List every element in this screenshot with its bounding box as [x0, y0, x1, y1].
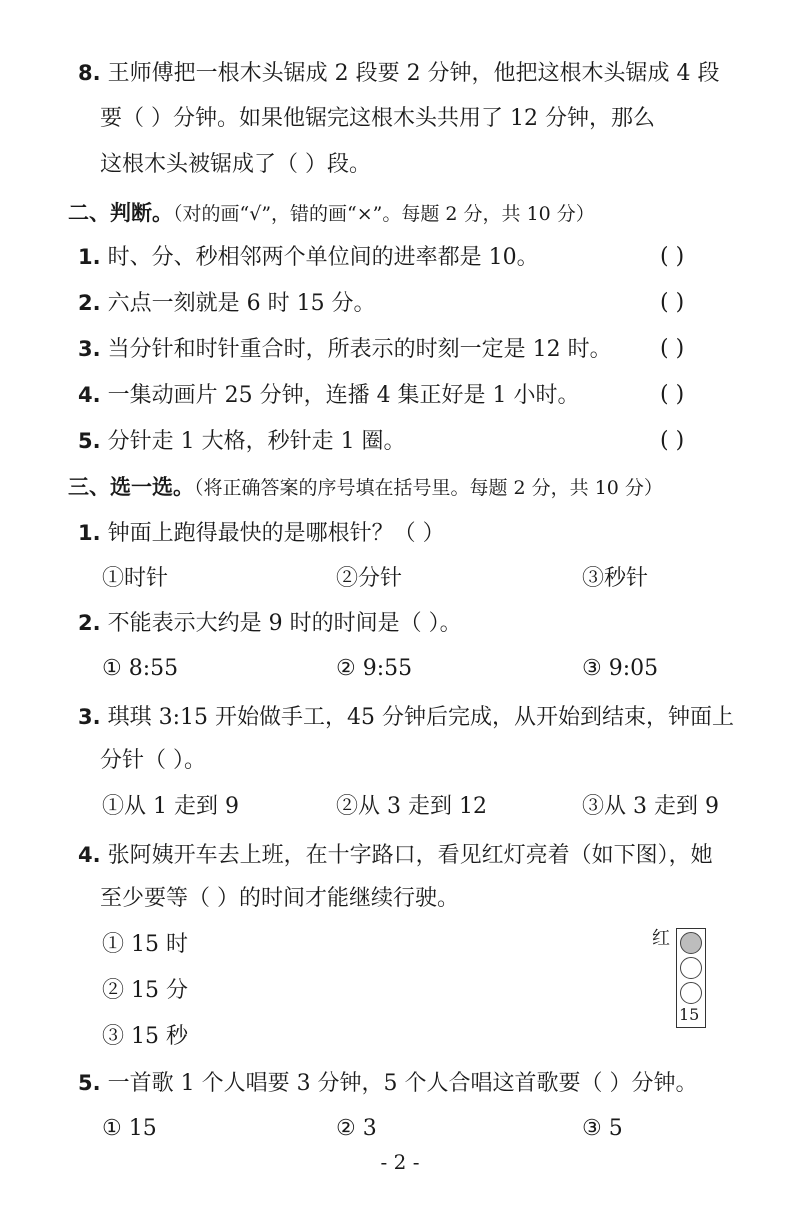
choice-q3-text-line1: 琪琪 3:15 开始做手工，45 分钟后完成，从开始到结束，钟面上: [107, 705, 734, 730]
section3-header: [68, 472, 663, 503]
judge-item-text: 一集动画片 25 分钟，连播 4 集正好是 1 小时。: [107, 383, 580, 408]
choice-q2-option-1: ① 8:55: [102, 656, 179, 681]
judge-item-1: [78, 242, 539, 273]
judge-answer-box-1[interactable]: ( ): [660, 244, 685, 269]
choice-q3-number: 3.: [78, 705, 101, 729]
section3-title: 三、选一选。: [68, 475, 194, 499]
judge-item-text: 时、分、秒相邻两个单位间的进率都是 10。: [107, 245, 539, 270]
judge-answer-box-3[interactable]: ( ): [660, 336, 685, 361]
q8-text-line3: 这根木头被锯成了（ ）段。: [100, 152, 371, 177]
section2-note: （对的画“√”，错的画“×”。每题 2 分，共 10 分）: [173, 203, 595, 225]
choice-q3-text-line2: 分针（ ）。: [100, 748, 206, 773]
choice-q4-option-2: ② 15 分: [102, 978, 188, 1003]
choice-q4-option-3: ③ 15 秒: [102, 1024, 188, 1049]
q8-text-line1: 王师傅把一根木头锯成 2 段要 2 分钟，他把这根木头锯成 4 段: [107, 61, 720, 86]
choice-q3-option-2: ②从 3 走到 12: [336, 794, 487, 819]
judge-answer-box-2[interactable]: ( ): [660, 290, 685, 315]
choice-q1-text: 钟面上跑得最快的是哪根针？（ ）: [107, 521, 445, 546]
choice-q1-number: 1.: [78, 521, 101, 545]
q8-number: 8.: [78, 61, 101, 85]
choice-q1-option-2: ②分针: [336, 566, 403, 591]
choice-q3-option-3: ③从 3 走到 9: [582, 794, 719, 819]
judge-item-2: [78, 288, 376, 319]
choice-q5-option-2: ② 3: [336, 1116, 377, 1141]
choice-q2-number: 2.: [78, 611, 101, 635]
page-number: - 2 -: [380, 1150, 420, 1174]
judge-item-text: 分针走 1 大格，秒针走 1 圈。: [107, 429, 406, 454]
choice-q1: [78, 518, 445, 549]
judge-item-number: 5.: [78, 429, 101, 453]
judge-answer-box-5[interactable]: ( ): [660, 428, 685, 453]
choice-q5-number: 5.: [78, 1071, 101, 1095]
choice-q4-number: 4.: [78, 843, 101, 867]
judge-item-number: 2.: [78, 291, 101, 315]
judge-item-text: 当分针和时针重合时，所表示的时刻一定是 12 时。: [107, 337, 612, 362]
choice-q1-option-1: ①时针: [102, 566, 169, 591]
choice-q4-line1: [78, 840, 713, 871]
traffic-light-countdown: 15: [679, 1005, 700, 1024]
judge-item-4: [78, 380, 580, 411]
judge-item-3: [78, 334, 612, 365]
choice-q3-line1: [78, 702, 734, 733]
section2-title: 二、判断。: [68, 201, 173, 225]
choice-q5-option-1: ① 15: [102, 1116, 157, 1141]
judge-item-number: 1.: [78, 245, 101, 269]
q8-line1: [78, 58, 720, 89]
choice-q1-option-3: ③秒针: [582, 566, 649, 591]
choice-q5-option-3: ③ 5: [582, 1116, 623, 1141]
choice-q2: [78, 608, 462, 639]
judge-item-number: 3.: [78, 337, 101, 361]
green-lamp-icon: [680, 982, 702, 1004]
choice-q3-option-1: ①从 1 走到 9: [102, 794, 239, 819]
judge-item-5: [78, 426, 406, 457]
traffic-light-icon: [676, 928, 706, 1028]
section2-header: [68, 198, 595, 229]
choice-q2-text: 不能表示大约是 9 时的时间是（ ）。: [107, 611, 462, 636]
traffic-light-red-label: 红: [652, 928, 670, 949]
judge-item-number: 4.: [78, 383, 101, 407]
choice-q4-text-line1: 张阿姨开车去上班，在十字路口，看见红灯亮着（如下图），她: [107, 843, 713, 868]
choice-q5-text: 一首歌 1 个人唱要 3 分钟，5 个人合唱这首歌要（ ）分钟。: [107, 1071, 698, 1096]
yellow-lamp-icon: [680, 957, 702, 979]
choice-q4-text-line2: 至少要等（ ）的时间才能继续行驶。: [100, 886, 459, 911]
red-lamp-icon: [680, 932, 702, 954]
judge-answer-box-4[interactable]: ( ): [660, 382, 685, 407]
section3-note: （将正确答案的序号填在括号里。每题 2 分，共 10 分）: [194, 477, 663, 499]
q8-text-line2: 要（ ）分钟。如果他锯完这根木头共用了 12 分钟，那么: [100, 106, 655, 131]
choice-q2-option-3: ③ 9:05: [582, 656, 659, 681]
choice-q2-option-2: ② 9:55: [336, 656, 413, 681]
choice-q5: [78, 1068, 698, 1099]
judge-item-text: 六点一刻就是 6 时 15 分。: [107, 291, 376, 316]
choice-q4-option-1: ① 15 时: [102, 932, 188, 957]
